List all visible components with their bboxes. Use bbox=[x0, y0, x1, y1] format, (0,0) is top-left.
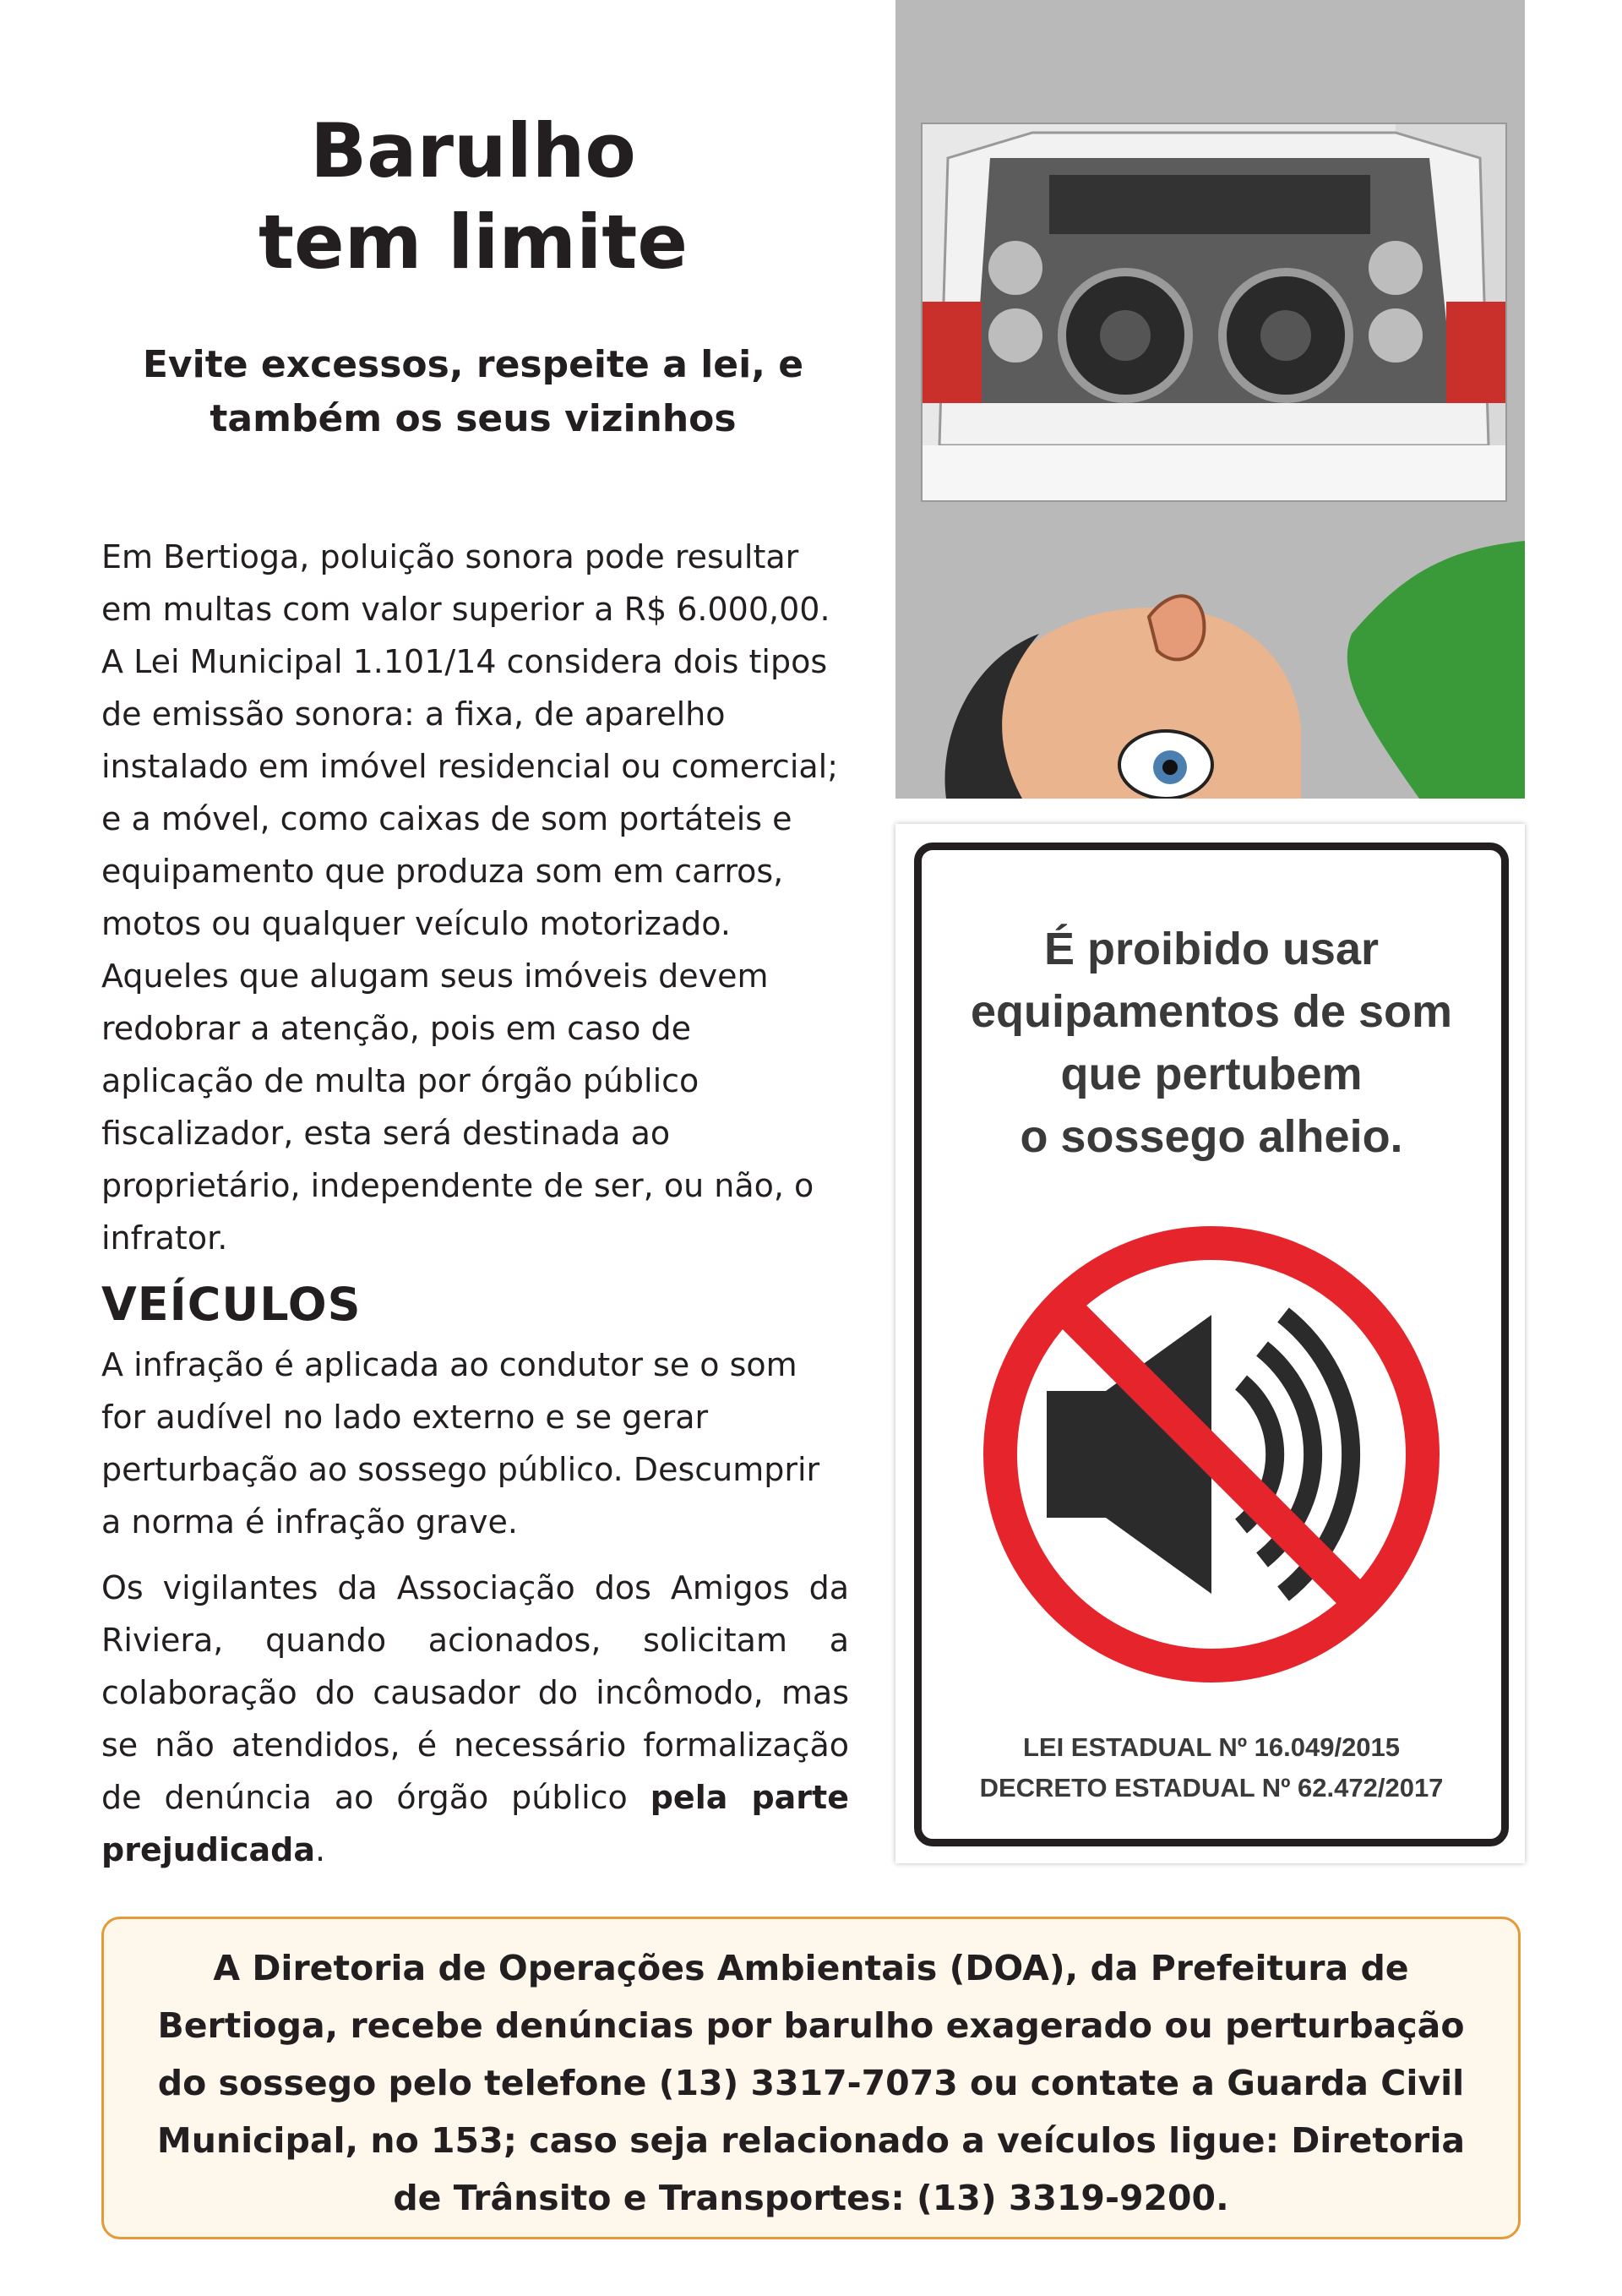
sign-law-2: DECRETO ESTADUAL Nº 62.472/2017 bbox=[979, 1773, 1444, 1802]
boy-covering-ear-image bbox=[895, 507, 1525, 799]
contact-info-text: A Diretoria de Operações Ambientais (DOA), da Prefeitura de Bertioga, recebe denúncias por barulho exagerado ou perturbação do sossego pelo telefone (13) 3317-7073 ou contate a Guarda Civil Municipal, no 153; caso seja relacionado a veículos ligue: Diretoria de Trânsito e Transportes: (13) 3319-9200. bbox=[156, 1948, 1466, 2218]
vehicles-paragraph-2-end: . bbox=[315, 1831, 326, 1868]
intro-paragraph-1: Em Bertioga, poluição sonora pode resultar em multas com valor superior a R$ 6.000,00. A Lei Municipal 1.101/14 considera dois tipos de emissão sonora: a fixa, de aparelho instalado em imóvel residencial ou comercial; e a móvel, como caixas de som portáteis e equipamento que produza som em carros, motos ou qualquer veículo motorizado. bbox=[101, 538, 839, 942]
subtitle bbox=[101, 338, 845, 446]
sign-line-4: o sossego alheio. bbox=[1020, 1111, 1403, 1162]
no-loudspeaker-icon bbox=[971, 1213, 1452, 1695]
vehicles-heading: VEÍCULOS bbox=[101, 1278, 362, 1331]
title-line-2: tem limite bbox=[258, 199, 689, 286]
vehicles-paragraph-2-text: Os vigilantes da Associação dos Amigos da Riviera, quando acionados, solicitam a colaboração do causador do incômodo, mas se não atendidos, é necessário formalização de denúncia ao órgão público bbox=[101, 1569, 849, 1816]
noise-illustration bbox=[895, 0, 1525, 799]
vehicles-paragraph-2-bold: pela parte prejudicada bbox=[101, 1779, 849, 1868]
car-trunk-speakers-image bbox=[923, 124, 1505, 500]
subtitle-line-2: também os seus vizinhos bbox=[210, 397, 737, 440]
contact-info-box bbox=[101, 1917, 1521, 2239]
vehicles-paragraph-2 bbox=[101, 1562, 849, 1876]
vehicles-paragraph-1: A infração é aplicada ao condutor se o som for audível no lado externo e se gerar perturbação ao sossego público. Descumprir a norma é infração grave. bbox=[101, 1346, 820, 1541]
page-title bbox=[101, 106, 845, 288]
intro-paragraph-2: Aqueles que alugam seus imóveis devem redobrar a atenção, pois em caso de aplicação de multa por órgão público fiscalizador, esta será destinada ao proprietário, independente de ser, ou não, o infrator. bbox=[101, 957, 814, 1257]
prohibition-sign bbox=[895, 824, 1525, 1863]
title-line-1: Barulho bbox=[310, 107, 636, 194]
sign-line-2: equipamentos de som bbox=[970, 986, 1453, 1037]
sign-line-3: que pertubem bbox=[1060, 1049, 1363, 1099]
car-speakers-photo bbox=[921, 123, 1507, 502]
sign-line-1: É proibido usar bbox=[1043, 924, 1380, 974]
sign-law-1: LEI ESTADUAL Nº 16.049/2015 bbox=[1022, 1732, 1401, 1762]
subtitle-line-1: Evite excessos, respeite a lei, e bbox=[142, 343, 804, 386]
sign-frame bbox=[914, 843, 1509, 1846]
sign-message bbox=[922, 918, 1501, 1168]
